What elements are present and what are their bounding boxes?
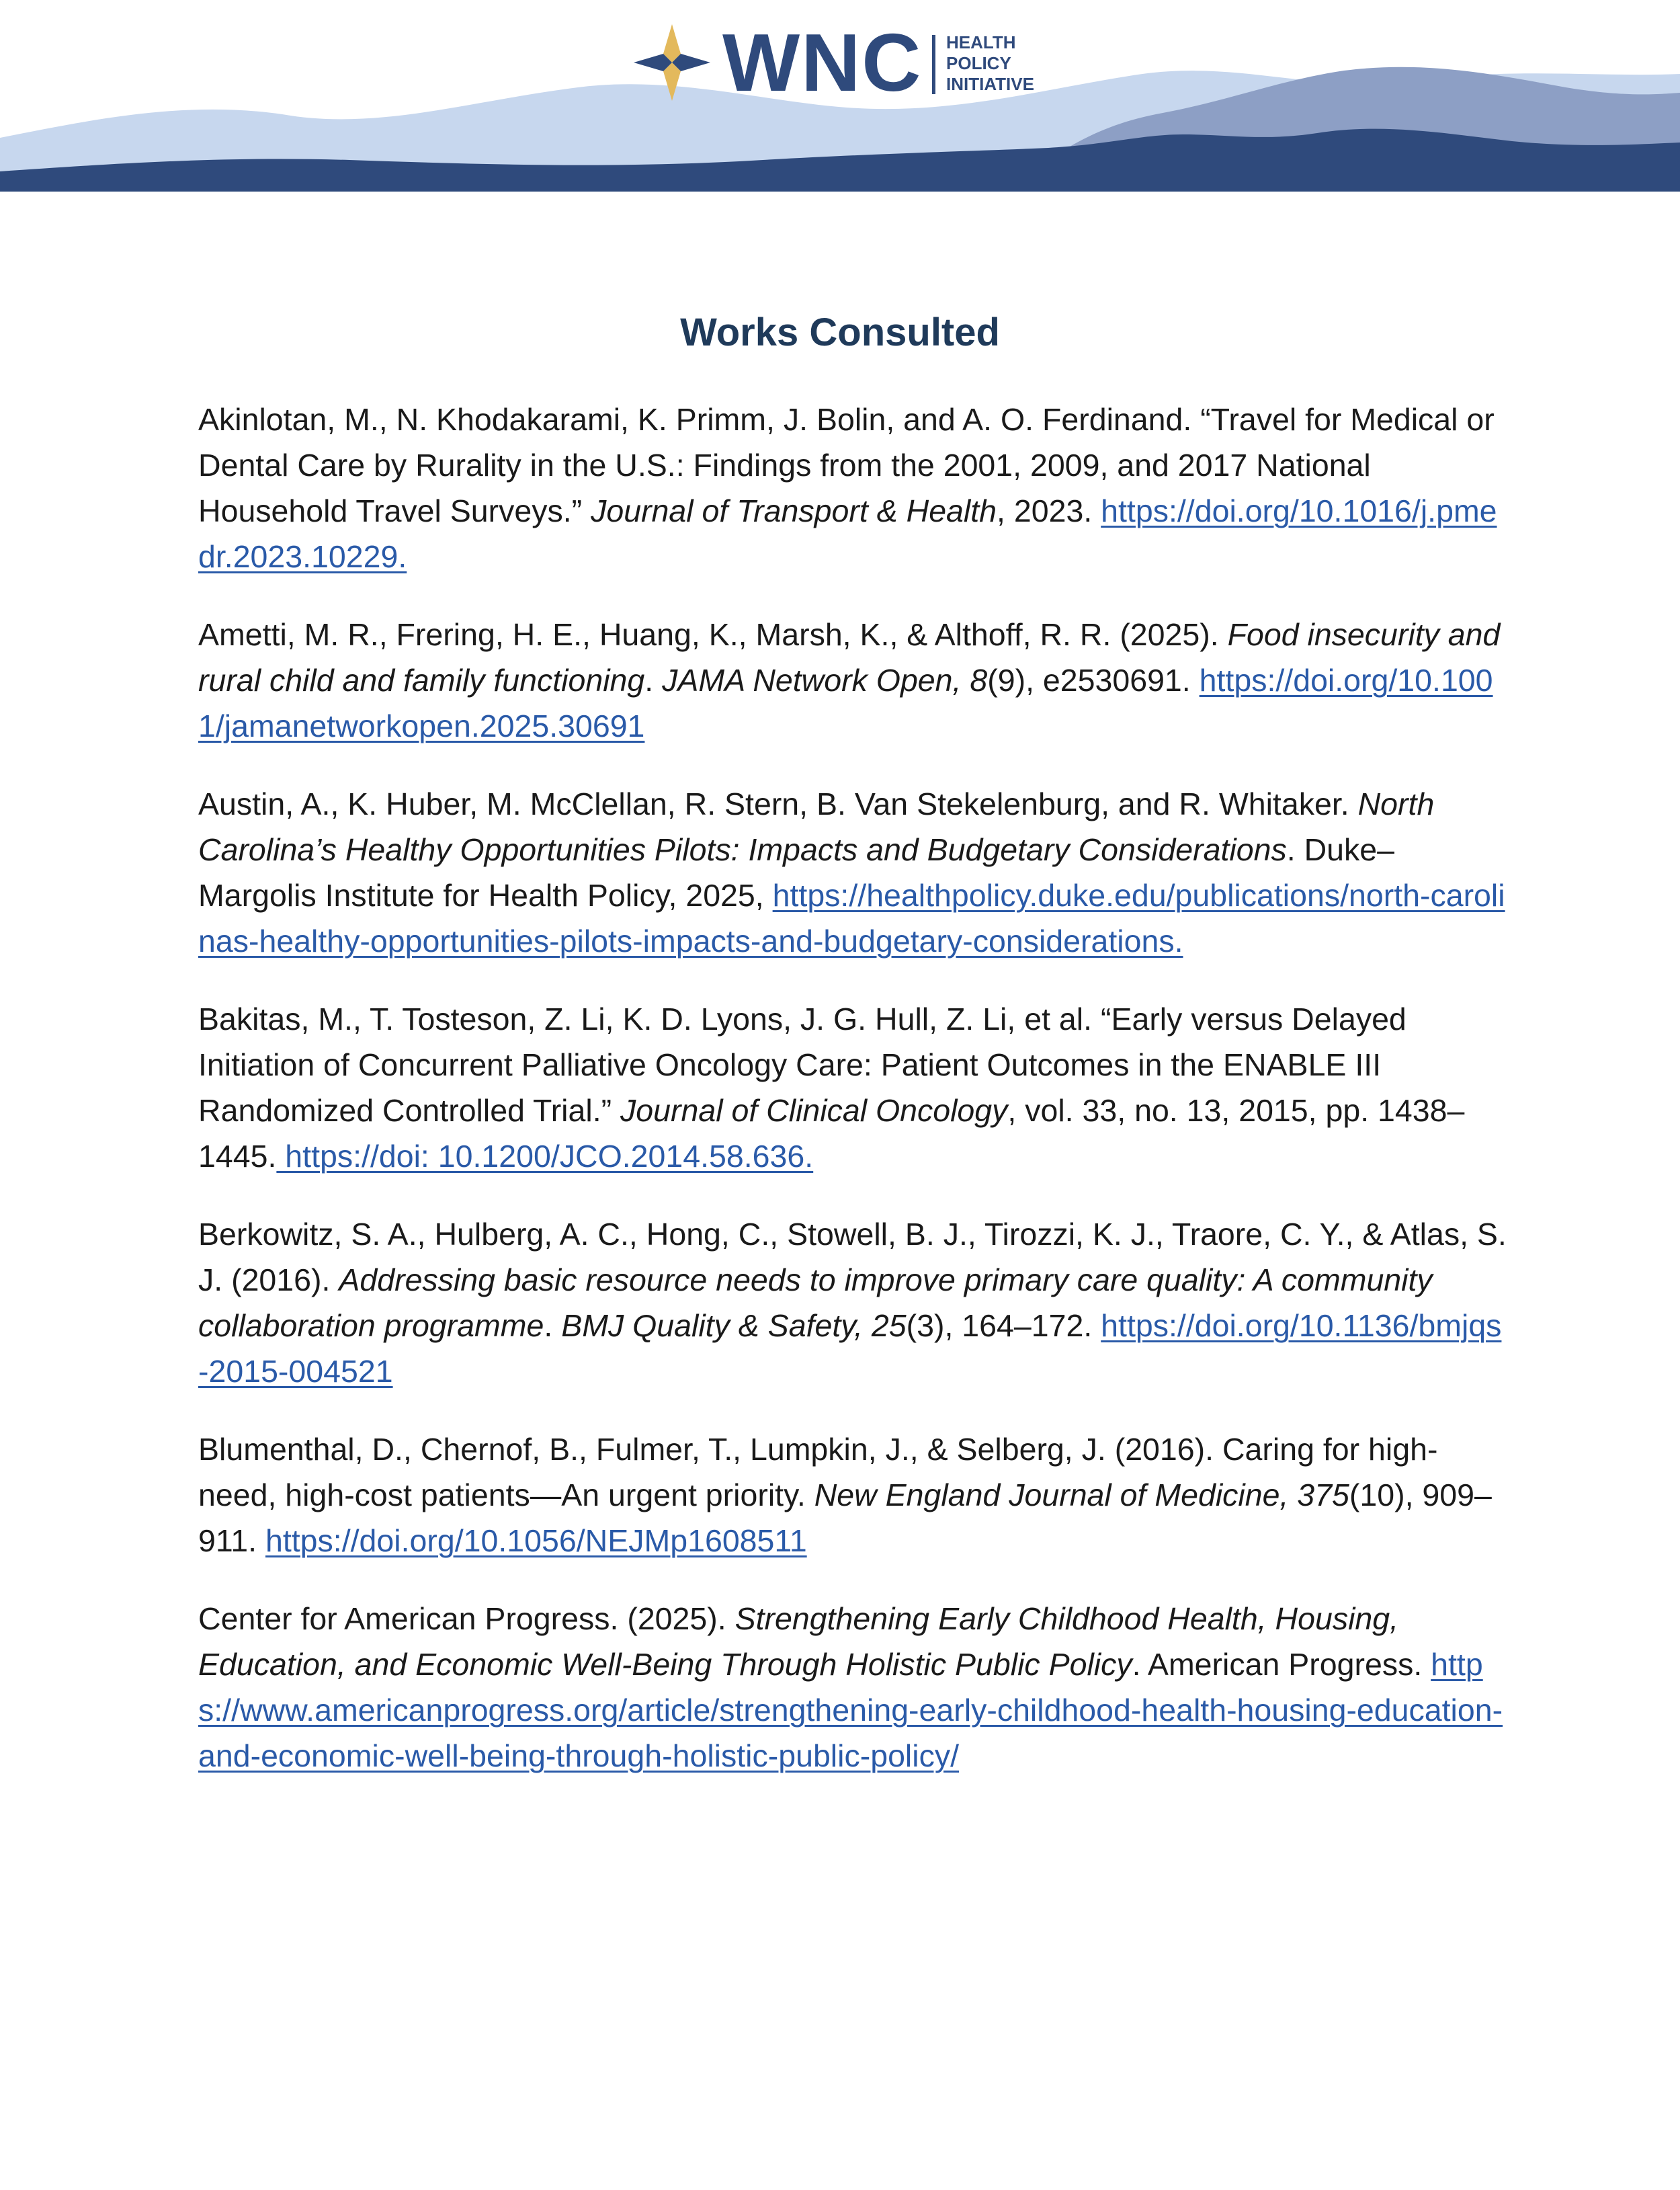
reference-italic-text: JAMA Network Open, 8 [662, 663, 988, 698]
reference-entry [198, 1211, 1509, 1394]
reference-text: , vol. 33, no. 13, 2015, pp. 1438–1445. [198, 1093, 1465, 1174]
reference-text: Blumenthal, D., Chernof, B., Fulmer, T., Lumpkin, J., & Selberg, J. (2016). Caring for high-need, high-cost patients—An urgent priority. [198, 1432, 1438, 1512]
reference-italic-text: Strengthening Early Childhood Health, Housing, Education, and Economic Well-Being Through Holistic Public Policy [198, 1601, 1399, 1682]
reference-italic-text: Addressing basic resource needs to improve primary care quality: A community collaboration programme [198, 1262, 1433, 1343]
logo-wordmark: WNC [722, 17, 923, 108]
page-header [0, 0, 1680, 192]
reference-link[interactable]: https://doi.org/10.1001/jamanetworkopen.2025.30691 [198, 663, 1493, 743]
reference-link[interactable]: https://doi.org/10.1016/j.pmedr.2023.10229. [198, 493, 1497, 574]
page-title: Works Consulted [680, 311, 1000, 354]
reference-link[interactable]: https://doi.org/10.1056/NEJMp1608511 [265, 1523, 807, 1558]
reference-text: Berkowitz, S. A., Hulberg, A. C., Hong, C., Stowell, B. J., Tirozzi, K. J., Traore, C. Y., & Atlas, S. J. (2016). [198, 1217, 1507, 1297]
reference-italic-text: BMJ Quality & Safety, 25 [561, 1308, 907, 1343]
reference-text: Akinlotan, M., N. Khodakarami, K. Primm, J. Bolin, and A. O. Ferdinand. “Travel for Medical or Dental Care by Rurality in the U.S.: Findings from the 2001, 2009, and 2017 National Household Travel Surveys.” [198, 402, 1495, 528]
reference-italic-text: Journal of Transport & Health [591, 493, 997, 528]
reference-entry [198, 612, 1509, 749]
reference-entry [198, 781, 1509, 964]
reference-text: Bakitas, M., T. Tosteson, Z. Li, K. D. Lyons, J. G. Hull, Z. Li, et al. “Early versus Delayed Initiation of Concurrent Palliative Oncology Care: Patient Outcomes in the ENABLE III Randomized Controlled Trial.” [198, 1002, 1406, 1128]
reference-link[interactable]: https://healthpolicy.duke.edu/publications/north-carolinas-healthy-opportunities-pilots-impacts-and-budgetary-considerations. [198, 878, 1505, 959]
reference-list [198, 397, 1509, 1811]
reference-entry [198, 397, 1509, 579]
reference-italic-text: Food insecurity and rural child and family functioning [198, 617, 1501, 698]
reference-text: Ametti, M. R., Frering, H. E., Huang, K., Marsh, K., & Althoff, R. R. (2025). [198, 617, 1228, 652]
reference-text: (3), 164–172. [906, 1308, 1101, 1343]
reference-text: (9), e2530691. [987, 663, 1200, 698]
wnc-logo [628, 19, 1058, 106]
logo-tagline-line: POLICY [946, 53, 1011, 73]
reference-entry [198, 996, 1509, 1179]
logo-tagline-line: HEALTH [946, 32, 1016, 52]
reference-text: (10), 909–911. [198, 1477, 1492, 1558]
logo-tagline [946, 32, 1060, 95]
reference-text: . American Progress. [1132, 1647, 1431, 1682]
reference-text: Austin, A., K. Huber, M. McClellan, R. Stern, B. Van Stekelenburg, and R. Whitaker. [198, 786, 1358, 821]
reference-link[interactable]: https://doi: 10.1200/JCO.2014.58.636. [276, 1139, 814, 1174]
reference-text: Center for American Progress. (2025). [198, 1601, 735, 1636]
reference-text: . Duke–Margolis Institute for Health Policy, 2025, [198, 832, 1395, 913]
reference-text: . [644, 663, 663, 698]
reference-italic-text: New England Journal of Medicine, 375 [814, 1477, 1349, 1512]
logo-tagline-line: INITIATIVE [946, 74, 1034, 94]
reference-text: , 2023. [997, 493, 1101, 528]
reference-italic-text: North Carolina’s Healthy Opportunities Pilots: Impacts and Budgetary Considerations [198, 786, 1435, 867]
star-logo-icon [628, 19, 716, 106]
reference-link[interactable]: https://doi.org/10.1136/bmjqs-2015-004521 [198, 1308, 1502, 1389]
reference-text: . [544, 1308, 562, 1343]
logo-divider [932, 35, 935, 94]
reference-entry [198, 1426, 1509, 1564]
reference-entry [198, 1596, 1509, 1779]
reference-link[interactable]: https://www.americanprogress.org/article/strengthening-early-childhood-health-housing-education-and-economic-well-being-through-holistic-public-policy/ [198, 1647, 1503, 1773]
reference-italic-text: Journal of Clinical Oncology [620, 1093, 1008, 1128]
